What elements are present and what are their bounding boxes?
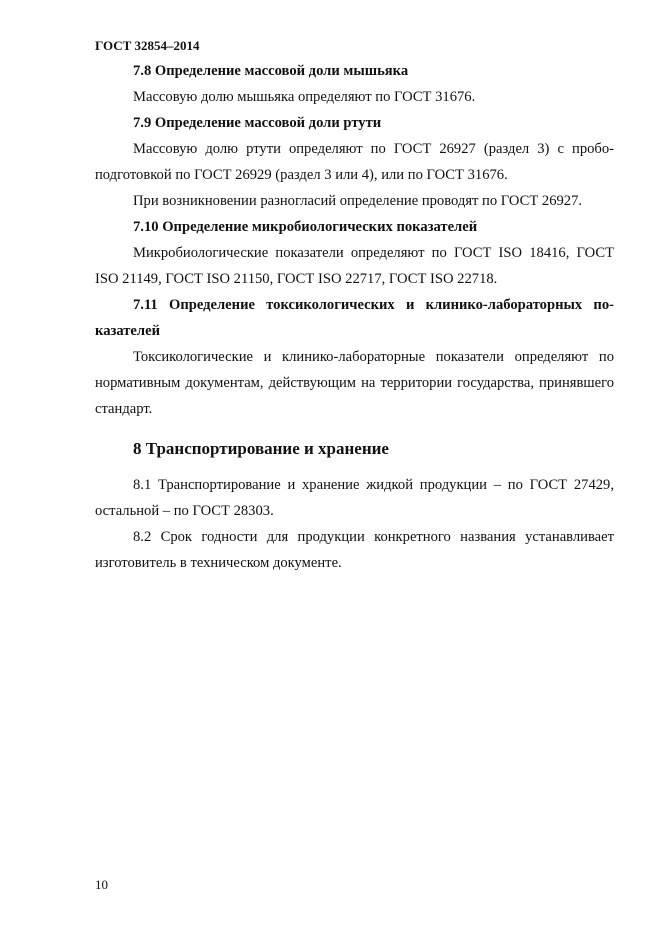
section-7-9-paragraph-1: Массовую долю ртути определяют по ГОСТ 26927 (раздел 3) с пробо-подготовкой по ГОСТ 26929 (раздел 3 или 4), или по ГОСТ 31676. (95, 141, 614, 183)
section-8-1-paragraph: 8.1 Транспортирование и хранение жидкой продукции – по ГОСТ 27429, остальной – по ГОСТ 28303. (95, 477, 614, 519)
section-7-10-paragraph: Микробиологические показатели определяют по ГОСТ ISO 18416, ГОСТ ISO 21149, ГОСТ ISO 21150, ГОСТ ISO 22717, ГОСТ ISO 22718. (95, 245, 614, 287)
section-7-9-heading: 7.9 Определение массовой доли ртути (133, 115, 382, 131)
section-8-2-paragraph: 8.2 Срок годности для продукции конкретного названия устанавливает изготовитель в техническом документе. (95, 529, 614, 571)
section-7-11-paragraph: Токсикологические и клинико-лабораторные показатели определяют по нормативным документам, действующим на территории государства, принявшего стандарт. (95, 349, 614, 417)
section-8-heading: 8 Транспортирование и хранение (133, 439, 389, 458)
page-number: 10 (95, 877, 108, 892)
document-header: ГОСТ 32854–2014 (95, 38, 200, 53)
section-7-8-paragraph: Массовую долю мышьяка определяют по ГОСТ 31676. (133, 89, 476, 105)
section-7-8-heading: 7.8 Определение массовой доли мышьяка (133, 63, 409, 79)
section-7-10-heading: 7.10 Определение микробиологических показателей (133, 219, 478, 235)
section-7-11-heading: 7.11 Определение токсикологических и клинико-лабораторных по-казателей (95, 297, 614, 339)
section-7-9-paragraph-2: При возникновении разногласий определение проводят по ГОСТ 26927. (133, 193, 583, 209)
document-body (95, 58, 614, 576)
